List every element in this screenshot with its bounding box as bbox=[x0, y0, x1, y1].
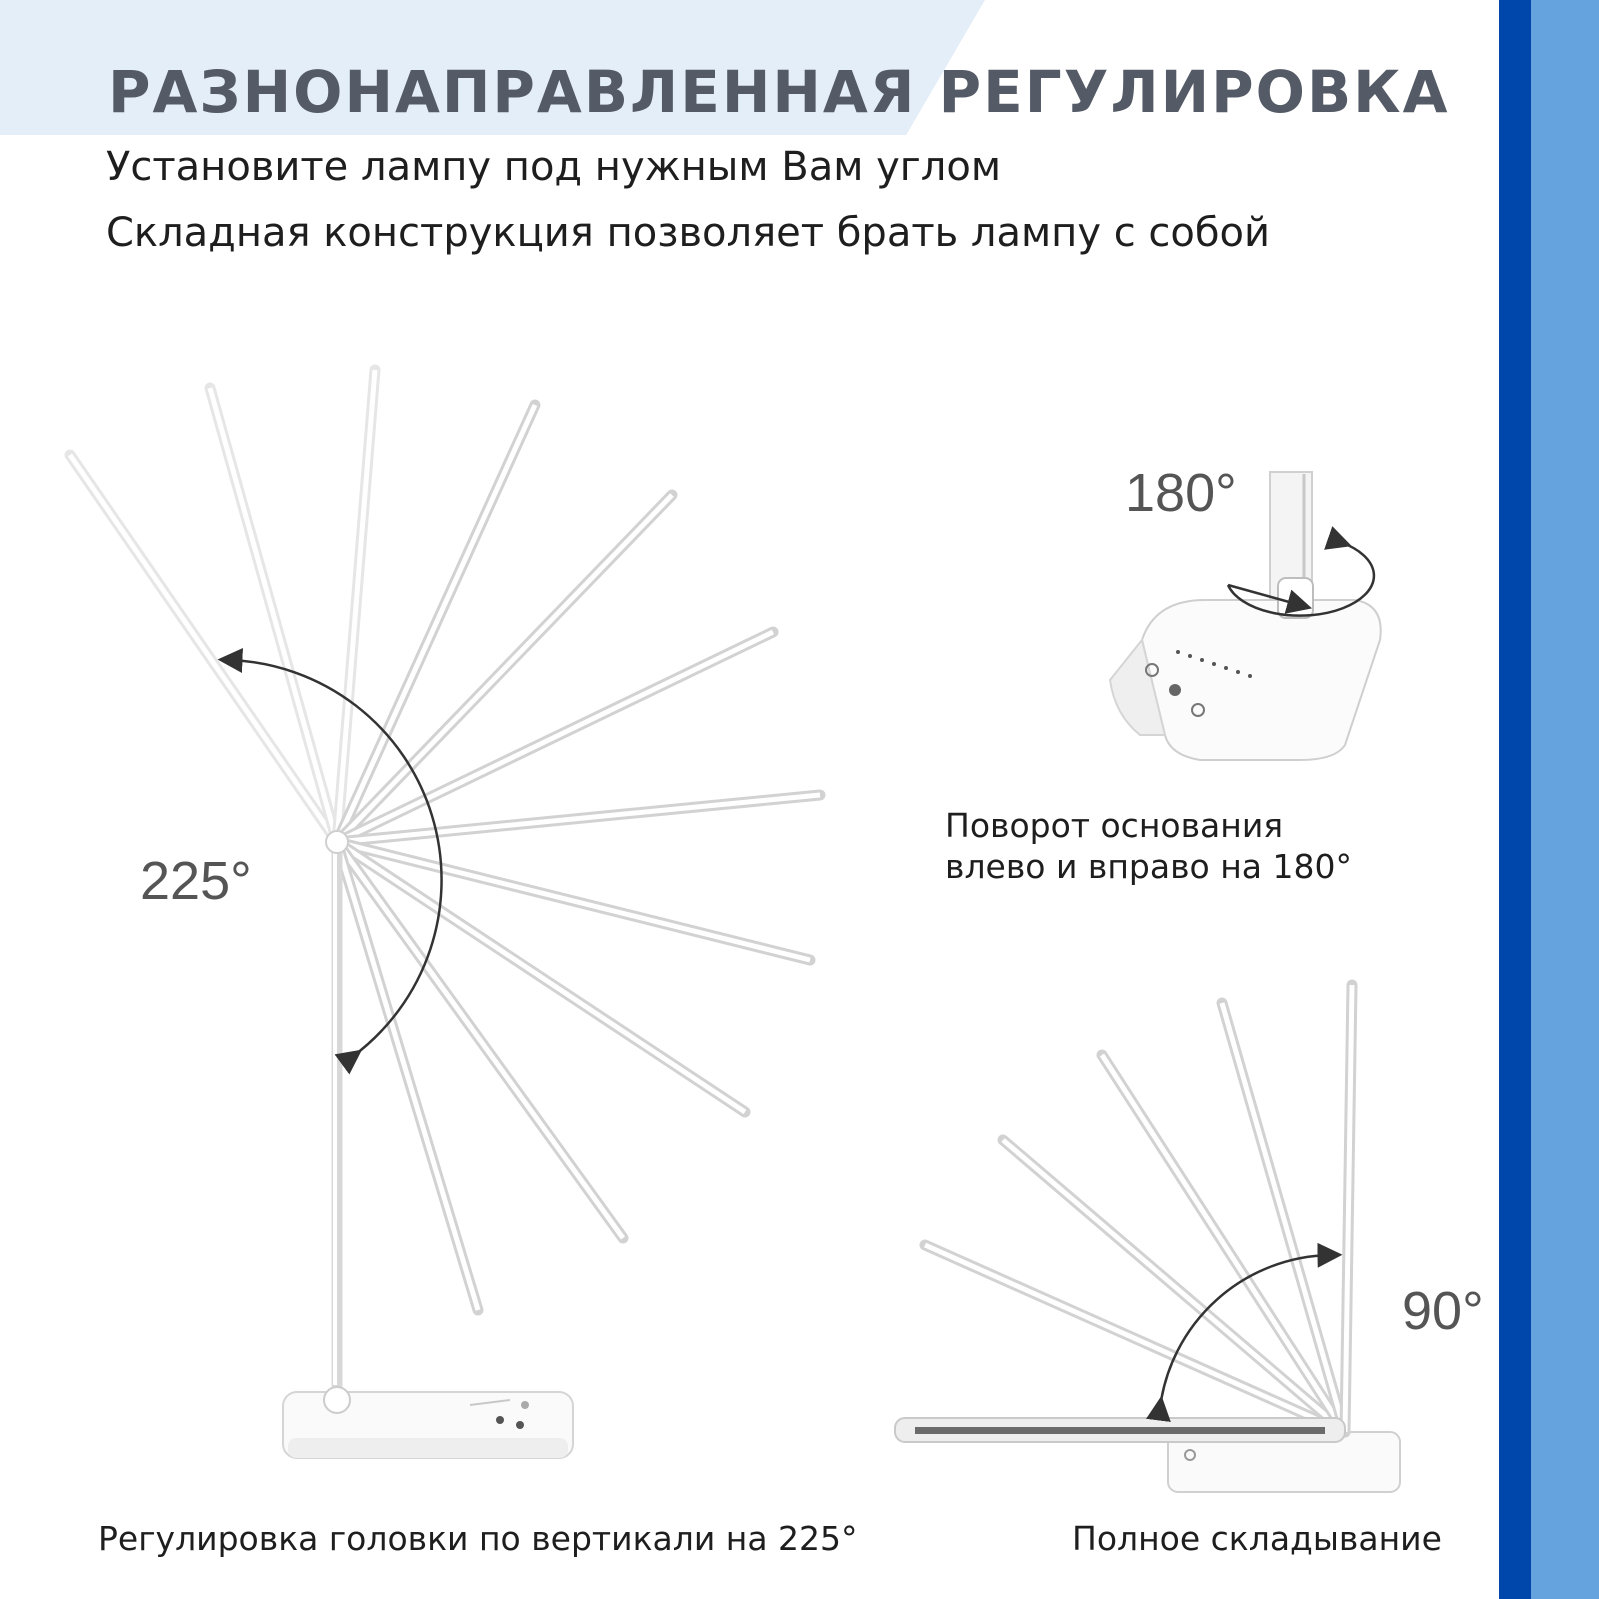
angle-label-90: 90° bbox=[1402, 1281, 1484, 1341]
subtitle-line-1: Установите лампу под нужным Вам углом bbox=[106, 144, 1002, 190]
caption-full-fold: Полное складывание bbox=[1072, 1519, 1442, 1558]
caption-base-rotation bbox=[945, 805, 1352, 888]
page-title: РАЗНОНАПРАВЛЕННАЯ РЕГУЛИРОВКА bbox=[108, 58, 1450, 126]
subtitle-line-2: Складная конструкция позволяет брать лампу с собой bbox=[106, 210, 1271, 256]
side-stripe-dark bbox=[1499, 0, 1531, 1599]
caption-base-rotation-line-2: влево и вправо на 180° bbox=[945, 847, 1353, 887]
lamp-head-positions bbox=[70, 370, 820, 1310]
angle-label-225: 225° bbox=[140, 851, 252, 911]
caption-vertical-adjustment: Регулировка головки по вертикали на 225° bbox=[98, 1519, 858, 1558]
caption-base-rotation-line-1: Поворот основания bbox=[945, 806, 1284, 845]
side-stripe-light bbox=[1531, 0, 1599, 1599]
lamp-folding bbox=[895, 985, 1400, 1492]
angle-label-180: 180° bbox=[1125, 463, 1237, 523]
